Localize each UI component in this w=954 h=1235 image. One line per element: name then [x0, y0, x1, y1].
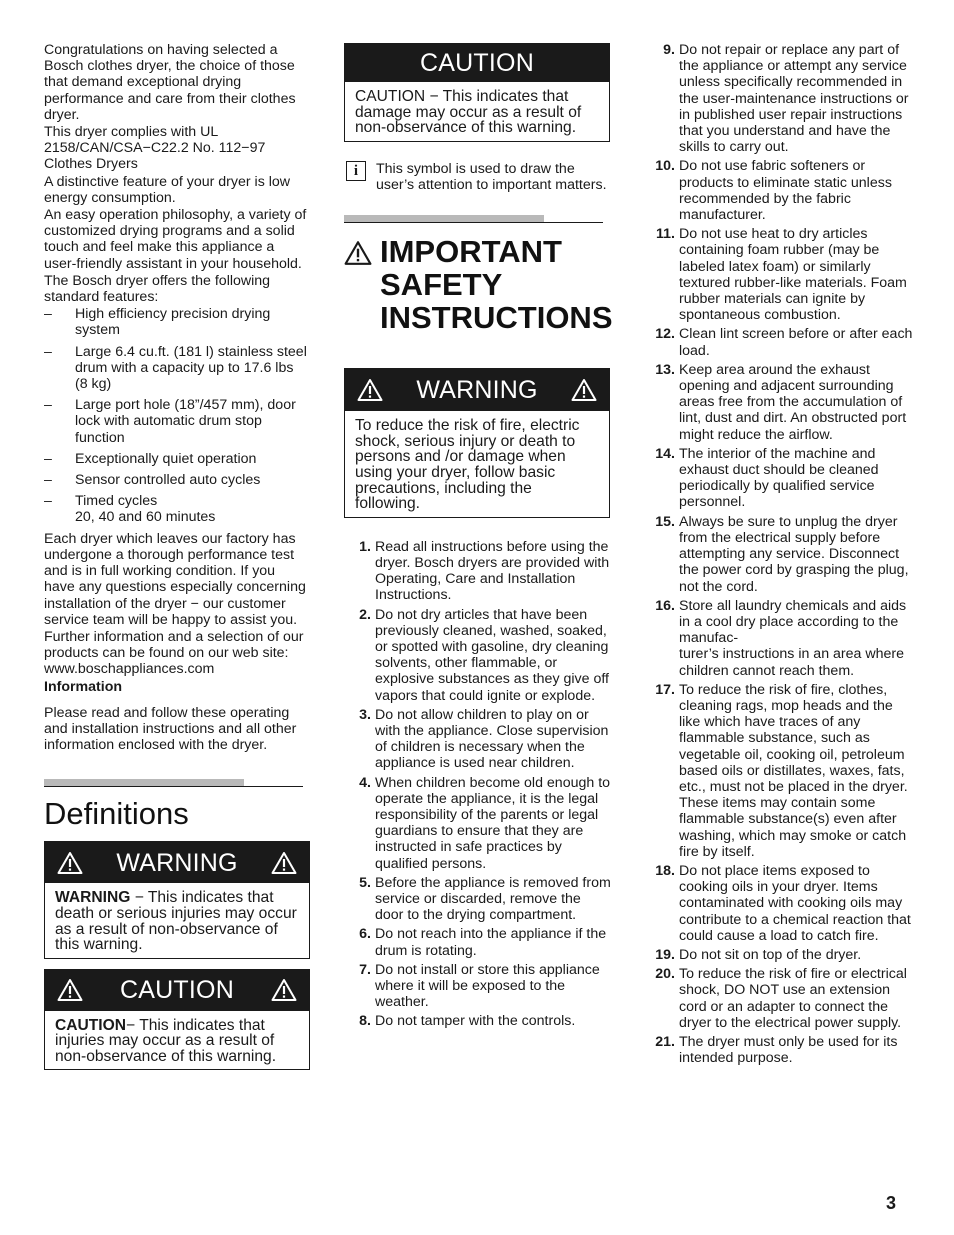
- instruction-item: 6. Do not reach into the appliance if the drum is rotating.: [359, 926, 607, 959]
- instruction-item: 12. Clean lint screen before or after each load.: [655, 326, 913, 359]
- instruction-item: 13. Keep area around the exhaust opening and adjacent surrounding areas free from the accumulation of lint, dust and dirt. An obstructed port might reduce the airflow.: [655, 361, 907, 443]
- info-icon: i: [346, 161, 366, 181]
- instruction-item: 9. Do not repair or replace any part of the appliance or attempt any service unless specifically recommended in the user-maintenance instructions or in published user repair instructions that you understand and have the skills to carry out.: [663, 42, 909, 156]
- warning-definition-box: [44, 841, 310, 958]
- warning-title: WARNING: [416, 376, 538, 405]
- instruction-item: 3. Do not allow children to play on or with the appliance. Close supervision of children is necessary when the appliance is used near children.: [359, 706, 609, 772]
- safety-heading: [344, 235, 612, 334]
- page-number: 3: [886, 1193, 897, 1213]
- safety-instructions-title: IMPORTANT SAFETY INSTRUCTIONS: [380, 234, 613, 336]
- instruction-item: 4. When children become old enough to operate the appliance, it is the legal responsibility of the parents or legal guardians to ensure that they are instructed in safe practices by qualified persons.: [359, 774, 611, 872]
- feature-item: – Large port hole (18”/457 mm), door lock with automatic drum stop function: [44, 397, 308, 446]
- warning-triangle-icon: [571, 378, 597, 402]
- feature-item: – High efficiency precision drying system: [44, 306, 308, 338]
- caution-definition-box: [44, 969, 310, 1071]
- info-symbol-note: [344, 161, 612, 193]
- caution-title: CAUTION: [120, 976, 234, 1005]
- warning-header: [45, 842, 309, 883]
- warning-keyword: WARNING: [55, 889, 131, 907]
- caution-keyword: CAUTION: [55, 1016, 127, 1034]
- feature-item: – Sensor controlled auto cycles: [44, 472, 308, 488]
- section-divider: [344, 215, 603, 223]
- caution-description: − This indicates that damage may occur as a result of non-observance of this warning.: [355, 88, 582, 137]
- caution-definition-text: [45, 1011, 309, 1070]
- factory-test-paragraph: Each dryer which leaves our factory has undergone a thorough performance test and is in full working condition. If you have any questions especially concerning installation of the dryer − our customer service team will be happy to assist you.: [44, 530, 306, 628]
- instruction-item: 11. Do not use heat to dry articles containing foam rubber (may be labeled latex foam) or similarly textured rubber-like materials. Foam rubber materials can ignite by spontaneous combustion.: [656, 226, 907, 324]
- warning-title: WARNING: [116, 848, 238, 877]
- caution-title: CAUTION: [420, 48, 534, 77]
- feature-list: [44, 306, 308, 525]
- feature-item: – Timed cycles 20, 40 and 60 minutes: [44, 493, 308, 525]
- warning-triangle-icon: [57, 851, 83, 875]
- caution-keyword: CAUTION: [355, 88, 426, 105]
- instruction-item: 5. Before the appliance is removed from service or discarded, remove the door to the drying compartment.: [359, 874, 611, 924]
- warning-header: [345, 369, 609, 411]
- safety-warning-text: To reduce the risk of fire, electric shock, serious injury or death to persons and /or damage when using your dryer, follow basic precautions, including the following.: [355, 417, 580, 513]
- section-divider: [44, 779, 303, 787]
- instruction-item: 15. Always be sure to unplug the dryer from the electrical supply before attempting any service. Disconnect the power cord by grasping the plug, not the cord.: [655, 513, 909, 595]
- feature-item: – Exceptionally quiet operation: [44, 451, 308, 467]
- safety-warning-box: [344, 368, 610, 518]
- instruction-item: 2. Do not dry articles that have been previously cleaned, washed, soaked, or spotted with gasoline, dry cleaning solvents, other flammable, or explosive substances as they give off vapors that could ignite or explode.: [359, 606, 609, 704]
- warning-triangle-icon: [57, 978, 83, 1002]
- warning-triangle-icon: [271, 851, 297, 875]
- warning-triangle-icon: [344, 239, 372, 267]
- information-paragraph: Please read and follow these operating and installation instructions and all other information enclosed with the dryer.: [44, 704, 297, 754]
- instruction-list: [648, 42, 914, 1066]
- warning-triangle-icon: [271, 978, 297, 1002]
- caution-header: [345, 44, 609, 82]
- instruction-item: 17. To reduce the risk of fire, clothes, cleaning rags, mop heads and the like which have traces of any flammable substance, such as vegetable oil, cooking oil, petroleum based oils or distillates, waxes, fats, etc., must not be placed in the dryer. These items may contain some flammable substance(s) even after washing, which may smoke or catch fire by itself.: [655, 681, 908, 860]
- intro-paragraph: The Bosch dryer offers the following standard features:: [44, 272, 271, 306]
- intro-paragraph: This dryer complies with UL 2158/CAN/CSA−C22.2 No. 112−97 Clothes Dryers: [44, 124, 266, 173]
- instruction-item: 1. Read all instructions before using the dryer. Bosch dryers are provided with Operating, Care and Installation Instructions.: [359, 538, 610, 604]
- instruction-item: 19. Do not sit on top of the dryer.: [655, 946, 862, 963]
- website-paragraph: Further information and a selection of our products can be found on our web site: www.boschappliances.com: [44, 628, 304, 678]
- intro-paragraph: An easy operation philosophy, a variety of customized drying programs and a solid touch and feel make this appliance a user-friendly assistant in your household.: [44, 207, 307, 272]
- warning-description: − This indicates that death or serious injuries may occur as a result of non-observance of this warning.: [55, 889, 297, 954]
- right-column: [648, 42, 914, 1069]
- feature-item: – Large 6.4 cu.ft. (181 l) stainless steel drum with a capacity up to 17.6 lbs (8 kg): [44, 344, 308, 393]
- middle-column: [344, 43, 612, 1033]
- left-column: [44, 42, 308, 1070]
- definitions-title: Definitions: [44, 796, 189, 832]
- intro-paragraph: A distinctive feature of your dryer is low energy consumption.: [44, 173, 291, 206]
- instruction-list: [344, 539, 612, 1030]
- warning-triangle-icon: [357, 378, 383, 402]
- intro-paragraph: Congratulations on having selected a Bosch clothes dryer, the choice of those that demand exceptional drying performance and care from their clothes dryer.: [44, 42, 296, 123]
- damage-caution-text: [345, 82, 609, 141]
- instruction-item: 8. Do not tamper with the controls.: [359, 1013, 576, 1030]
- caution-description: − This indicates that injuries may occur as a result of non-observance of this warning.: [55, 1016, 277, 1065]
- caution-header: [45, 970, 309, 1011]
- damage-caution-box: [344, 43, 610, 142]
- instruction-item: 16. Store all laundry chemicals and aids in a cool dry place according to the manufac- turer’s instructions in an area where children cannot reach them.: [655, 597, 907, 679]
- instruction-item: 7. Do not install or store this appliance where it will be exposed to the weather.: [359, 961, 600, 1011]
- warning-definition-text: [45, 883, 309, 957]
- instruction-item: 14. The interior of the machine and exhaust duct should be cleaned periodically by qualified service personnel.: [655, 445, 879, 511]
- instruction-item: 10. Do not use fabric softeners or products to eliminate static unless recommended by the fabric manufacturer.: [655, 158, 892, 224]
- info-symbol-text: This symbol is used to draw the user’s attention to important matters.: [376, 160, 607, 193]
- instruction-item: 18. Do not place items exposed to cooking oils in your dryer. Items contaminated with cooking oils may contribute to a chemical reaction that could cause a load to catch fire.: [655, 862, 911, 944]
- instruction-item: 20. To reduce the risk of fire or electrical shock, DO NOT use an extension cord or an adapter to connect the dryer to the electrical power supply.: [655, 966, 907, 1031]
- information-heading: Information: [44, 678, 123, 695]
- instruction-item: 21. The dryer must only be used for its intended purpose.: [655, 1033, 898, 1067]
